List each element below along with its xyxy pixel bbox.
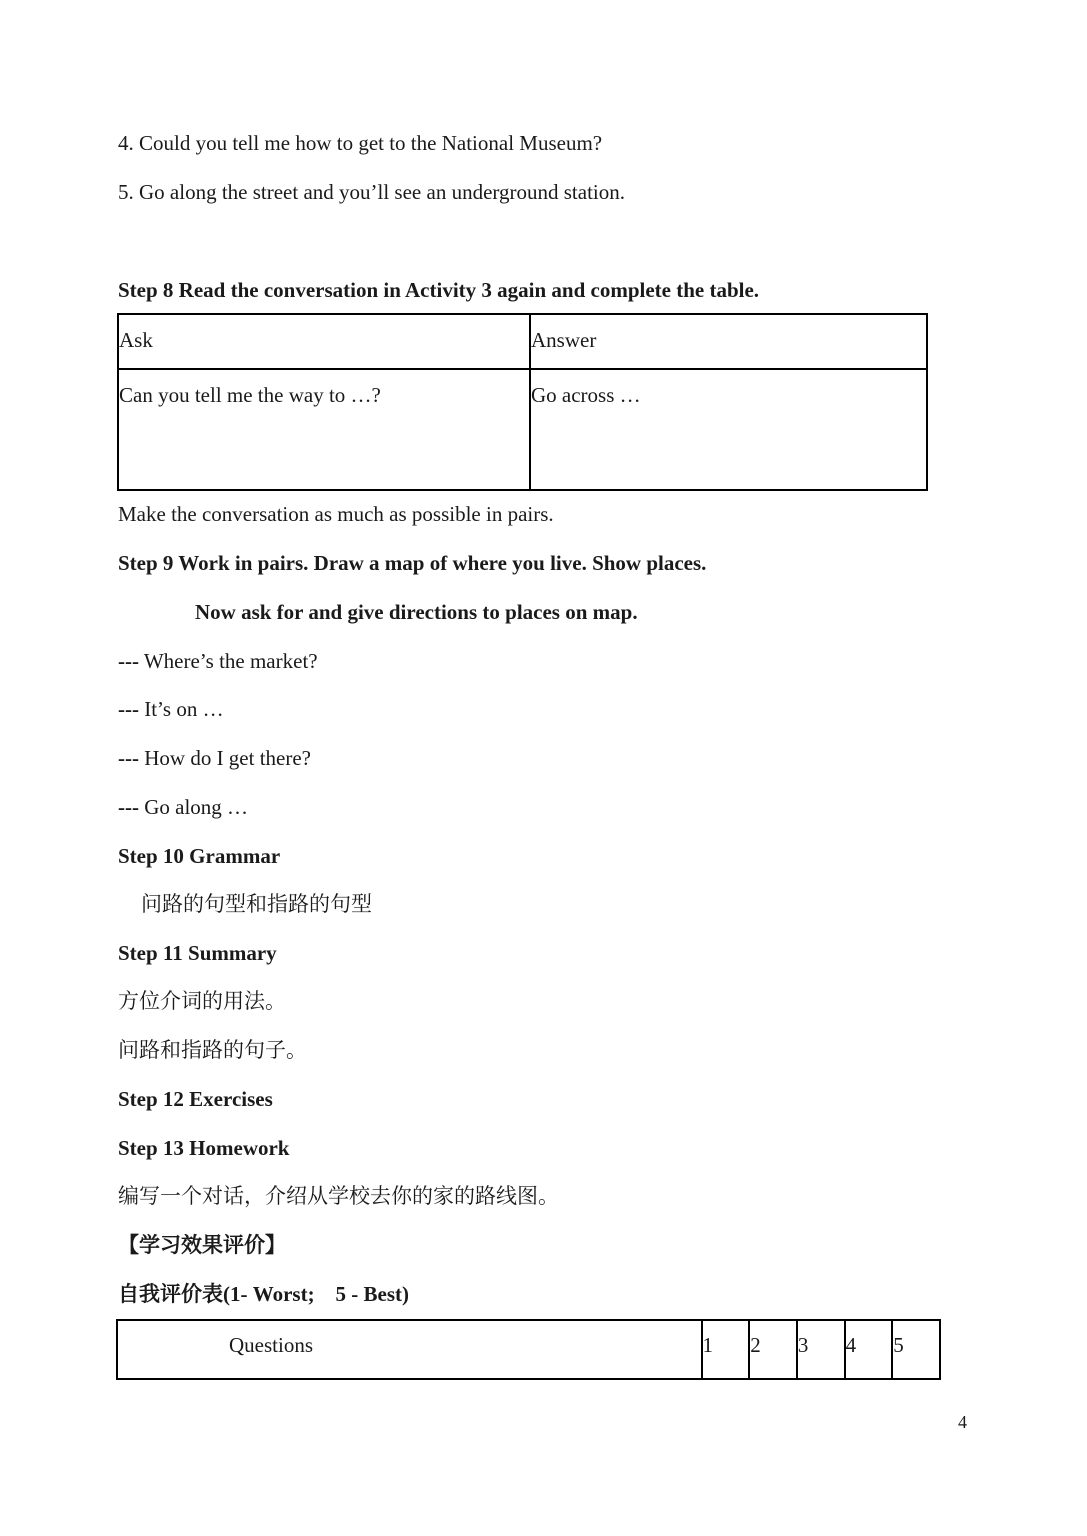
step8-table xyxy=(117,313,928,491)
exercise-sentence-5: 5. Go along the street and you’ll see an underground station. xyxy=(118,180,625,204)
score-label: 3 xyxy=(797,1333,809,1357)
step11-line-1: 方位介词的用法。 xyxy=(118,989,286,1013)
score-label: 2 xyxy=(750,1333,761,1357)
self-evaluation-table xyxy=(116,1319,941,1380)
step11-line-2: 问路和指路的句子。 xyxy=(118,1038,307,1062)
cell-ask: Can you tell me the way to …? xyxy=(118,369,530,490)
step13-heading: Step 13 Homework xyxy=(118,1136,290,1160)
step8-heading: Step 8 Read the conversation in Activity 3 again and complete the table. xyxy=(118,278,760,302)
dialogue-line xyxy=(118,696,224,722)
header-score-3 xyxy=(797,1320,845,1379)
header-score-4 xyxy=(845,1320,893,1379)
table-row xyxy=(118,369,927,490)
step9-subheading: Now ask for and give directions to places on map. xyxy=(195,600,638,624)
score-label: 5 xyxy=(893,1333,904,1357)
step9-heading: Step 9 Work in pairs. Draw a map of where you live. Show places. xyxy=(118,551,707,575)
table-header-row xyxy=(117,1320,940,1379)
dialogue-line xyxy=(118,648,318,674)
score-label: 4 xyxy=(845,1333,857,1357)
cell-answer: Go across … xyxy=(530,369,927,490)
step10-content: 问路的句型和指路的句型 xyxy=(141,892,372,916)
header-questions xyxy=(117,1320,702,1379)
step13-content: 编写一个对话，介绍从学校去你的家的路线图。 xyxy=(118,1184,559,1208)
step12-heading: Step 12 Exercises xyxy=(118,1087,273,1111)
step11-heading: Step 11 Summary xyxy=(118,941,277,965)
dialogue-text: It’s on … xyxy=(138,697,224,721)
dialogue-line xyxy=(118,794,248,820)
step8-note: Make the conversation as much as possible in pairs. xyxy=(118,502,554,526)
table-header-row xyxy=(118,314,927,369)
dialogue-dash: --- xyxy=(118,746,139,770)
page-number: 4 xyxy=(958,1412,967,1432)
evaluation-table-title: 自我评价表(1- Worst; 5 - Best) xyxy=(118,1282,410,1306)
dialogue-dash: --- xyxy=(118,795,139,819)
exercise-sentence-4: 4. Could you tell me how to get to the National Museum? xyxy=(118,131,603,155)
step10-heading: Step 10 Grammar xyxy=(118,844,281,868)
dialogue-dash: --- xyxy=(118,649,139,673)
dialogue-dash: --- xyxy=(118,697,139,721)
dialogue-text: Go along … xyxy=(138,795,249,819)
dialogue-text: Where’s the market? xyxy=(138,649,318,673)
evaluation-section-title: 【学习效果评价】 xyxy=(118,1233,286,1257)
score-label: 1 xyxy=(702,1333,714,1357)
dialogue-line xyxy=(118,745,311,771)
header-ask: Ask xyxy=(118,314,530,369)
header-score-5 xyxy=(892,1320,940,1379)
header-score-2 xyxy=(749,1320,797,1379)
header-answer: Answer xyxy=(530,314,927,369)
dialogue-text: How do I get there? xyxy=(138,746,312,770)
questions-label: Questions xyxy=(229,1333,313,1357)
header-score-1 xyxy=(702,1320,750,1379)
